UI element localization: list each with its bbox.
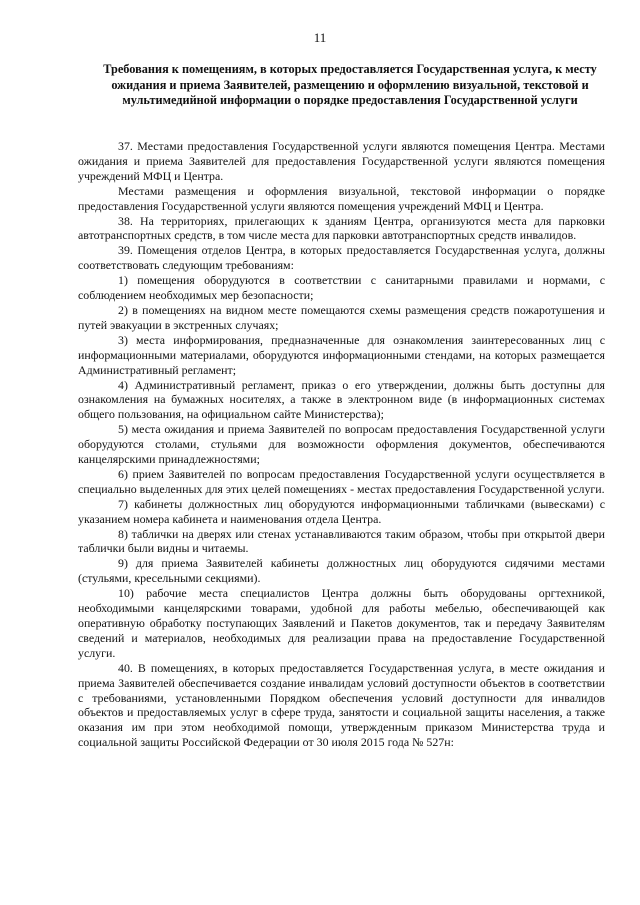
paragraph-38: 38. На территориях, прилегающих к зданиям Центра, организуются места для парковки автотранспортных средств, в том числе места для парковки автотранспортных средств инвалидов. (78, 213, 605, 243)
list-item-9: 9) для приема Заявителей кабинеты должностных лиц оборудуются сидячими местами (стульями, кресельными секциями). (78, 556, 605, 586)
paragraph-39: 39. Помещения отделов Центра, в которых предоставляется Государственная услуга, должны соответствовать следующим требованиям: (78, 243, 605, 273)
list-item-2: 2) в помещениях на видном месте помещаются схемы размещения средств пожаротушения и путей эвакуации в экстренных случаях; (78, 302, 605, 332)
list-item-4: 4) Административный регламент, приказ о его утверждении, должны быть доступны для ознакомления на бумажных носителях, а также в электронном виде (в информационных системах общего пользования, на официальном сайте Министерства); (78, 377, 605, 422)
list-item-5: 5) места ожидания и приема Заявителей по вопросам предоставления Государственной услуги оборудуются столами, стульями для возможности оформления документов, обеспечиваются канцелярскими принадлежностями; (78, 422, 605, 467)
paragraph-40: 40. В помещениях, в которых предоставляется Государственная услуга, в месте ожидания и приема Заявителей обеспечивается создание инвалидам условий доступности объектов в соответствии с требованиями, установленными Порядком обеспечения условий доступности для инвалидов объектов и предоставляемых услуг в сфере труда, занятости и социальной защиты населения, а также оказания им при этом необходимой помощи, утвержденным приказом Министерства труда и социальной защиты Российской Федерации от 30 июля 2015 года № 527н: (78, 660, 605, 750)
list-item-7: 7) кабинеты должностных лиц оборудуются информационными табличками (вывесками) с указанием номера кабинета и наименования отдела Центра. (78, 496, 605, 526)
paragraph-37-info-places: Местами размещения и оформления визуальной, текстовой информации о порядке предоставления Государственной услуги являются помещения учреждений МФЦ и Центра. (78, 183, 605, 213)
document-body (78, 139, 605, 750)
section-heading: Требования к помещениям, в которых предоставляется Государственная услуга, к месту ожидания и приема Заявителей, размещению и оформлению визуальной, текстовой и мультимедийной информации о порядке предоставления Государственной услуги (103, 62, 597, 107)
list-item-8: 8) таблички на дверях или стенах устанавливаются таким образом, чтобы при открытой двери таблички были видны и читаемы. (78, 526, 605, 556)
page-number: 11 (313, 30, 327, 45)
list-item-1: 1) помещения оборудуются в соответствии с санитарными правилами и нормами, с соблюдением необходимых мер безопасности; (78, 273, 605, 303)
list-item-3: 3) места информирования, предназначенные для ознакомления заинтересованных лиц с информационными материалами, оборудуются информационными стендами, на которых размещается Административный регламент; (78, 332, 605, 377)
paragraph-37: 37. Местами предоставления Государственной услуги являются помещения Центра. Местами ожидания и приема Заявителей для предоставления Государственной услуги являются помещения учреждений МФЦ и Центра. (78, 139, 605, 183)
list-item-10: 10) рабочие места специалистов Центра должны быть оборудованы оргтехникой, необходимыми канцелярскими товарами, удобной для работы мебелью, обеспечивающей как оперативную обработку поступающих Заявлений и Пакетов документов, так и передачу Заявителям сведений и материалов, необходимых для реализации права на предоставление Государственной услуги. (78, 586, 605, 660)
list-item-6: 6) прием Заявителей по вопросам предоставления Государственной услуги осуществляется в специально выделенных для этих целей помещениях - местах предоставления Государственной услуги. (78, 466, 605, 496)
